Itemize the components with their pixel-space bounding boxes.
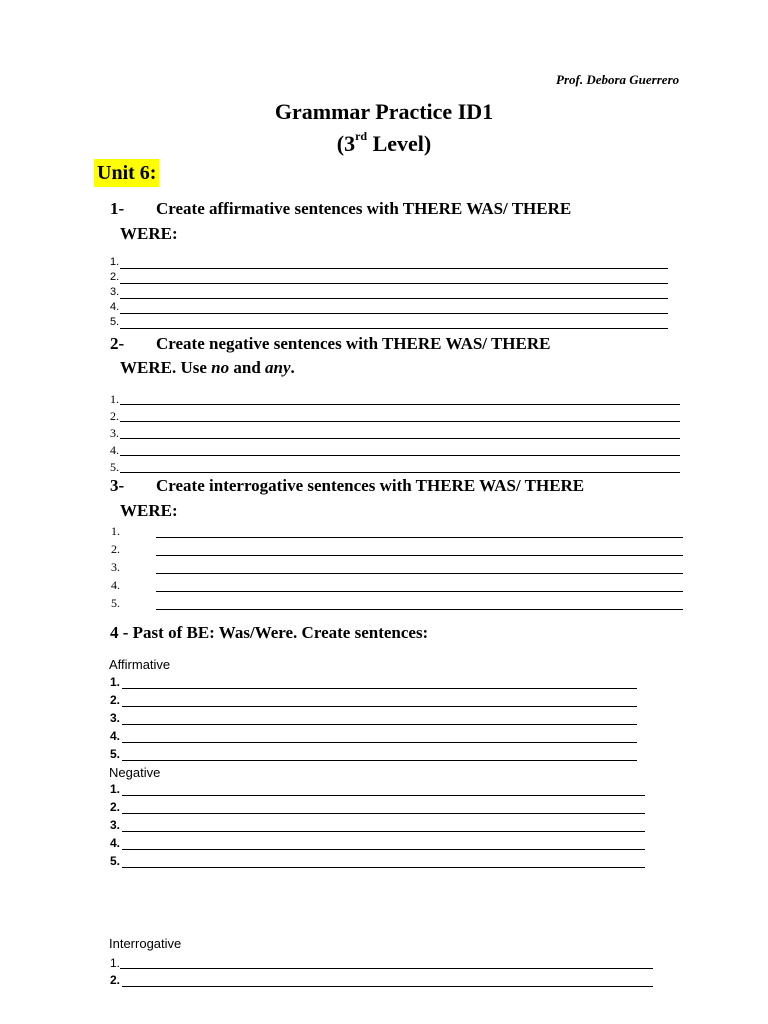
answer-number: 4. <box>111 578 120 592</box>
question-1-text-cont: WERE: <box>120 224 178 243</box>
answer-number: 1. <box>110 782 121 796</box>
answer-line[interactable] <box>120 404 680 405</box>
affirmative-label: Affirmative <box>109 657 171 672</box>
answer-number: 2. <box>110 271 120 283</box>
answer-number: 2. <box>110 693 121 707</box>
question-2-number: 2- <box>110 334 125 353</box>
answer-number: 1. <box>110 956 121 970</box>
answer-line[interactable] <box>122 795 645 796</box>
answer-line[interactable] <box>122 724 637 725</box>
answer-number: 2. <box>110 409 119 423</box>
answer-line[interactable] <box>120 328 668 329</box>
answer-number: 5. <box>110 460 119 474</box>
page-subtitle: (3rd Level) <box>336 129 432 156</box>
answer-line[interactable] <box>122 742 637 743</box>
answer-line[interactable] <box>156 555 683 556</box>
answer-line[interactable] <box>122 706 637 707</box>
answer-line[interactable] <box>120 313 668 314</box>
answer-line[interactable] <box>120 968 653 969</box>
answer-line[interactable] <box>156 591 683 592</box>
answer-line[interactable] <box>120 298 668 299</box>
answer-line[interactable] <box>122 760 637 761</box>
answer-number: 3. <box>110 286 120 298</box>
question-2-text-cont: WERE. Use no and any. <box>120 358 295 377</box>
answer-number: 5. <box>111 596 120 610</box>
question-2-text: Create negative sentences with THERE WAS/ THERE <box>156 334 551 353</box>
answer-line[interactable] <box>122 813 645 814</box>
unit-label: Unit 6: <box>94 159 159 187</box>
answer-number: 5. <box>110 854 121 868</box>
answer-line[interactable] <box>156 537 683 538</box>
answer-number: 1. <box>111 524 120 538</box>
question-3-text-cont: WERE: <box>120 501 178 520</box>
author-name: Prof. Debora Guerrero <box>556 72 680 87</box>
answer-line[interactable] <box>122 849 645 850</box>
answer-line[interactable] <box>122 867 645 868</box>
answer-number: 3. <box>111 560 120 574</box>
answer-number: 3. <box>110 818 121 832</box>
answer-number: 2. <box>110 800 121 814</box>
page-title: Grammar Practice ID1 <box>274 99 494 124</box>
answer-line[interactable] <box>156 573 683 574</box>
question-3-number: 3- <box>110 476 125 495</box>
answer-number: 5. <box>110 747 121 761</box>
answer-line[interactable] <box>122 986 653 987</box>
answer-line[interactable] <box>120 421 680 422</box>
answer-number: 1. <box>110 392 119 406</box>
answer-line[interactable] <box>120 472 680 473</box>
answer-line[interactable] <box>120 455 680 456</box>
answer-number: 4. <box>110 836 121 850</box>
answer-number: 2. <box>110 973 121 987</box>
question-1-number: 1- <box>110 199 125 218</box>
section-4-heading: 4 - Past of BE: Was/Were. Create sentences: <box>110 623 429 642</box>
answer-number: 4. <box>110 443 119 457</box>
answer-line[interactable] <box>120 438 680 439</box>
answer-line[interactable] <box>156 609 683 610</box>
question-1-text: Create affirmative sentences with THERE WAS/ THERE <box>156 199 572 218</box>
answer-line[interactable] <box>122 831 645 832</box>
answer-number: 4. <box>110 301 120 313</box>
negative-label: Negative <box>109 765 161 780</box>
answer-number: 1. <box>110 256 120 268</box>
answer-line[interactable] <box>120 283 668 284</box>
answer-number: 4. <box>110 729 121 743</box>
question-3-text: Create interrogative sentences with THERE WAS/ THERE <box>156 476 585 495</box>
interrogative-label: Interrogative <box>109 936 182 951</box>
answer-number: 2. <box>111 542 120 556</box>
answer-number: 3. <box>110 426 119 440</box>
answer-number: 3. <box>110 711 121 725</box>
answer-number: 1. <box>110 675 121 689</box>
answer-line[interactable] <box>120 268 668 269</box>
answer-number: 5. <box>110 316 120 328</box>
answer-line[interactable] <box>122 688 637 689</box>
